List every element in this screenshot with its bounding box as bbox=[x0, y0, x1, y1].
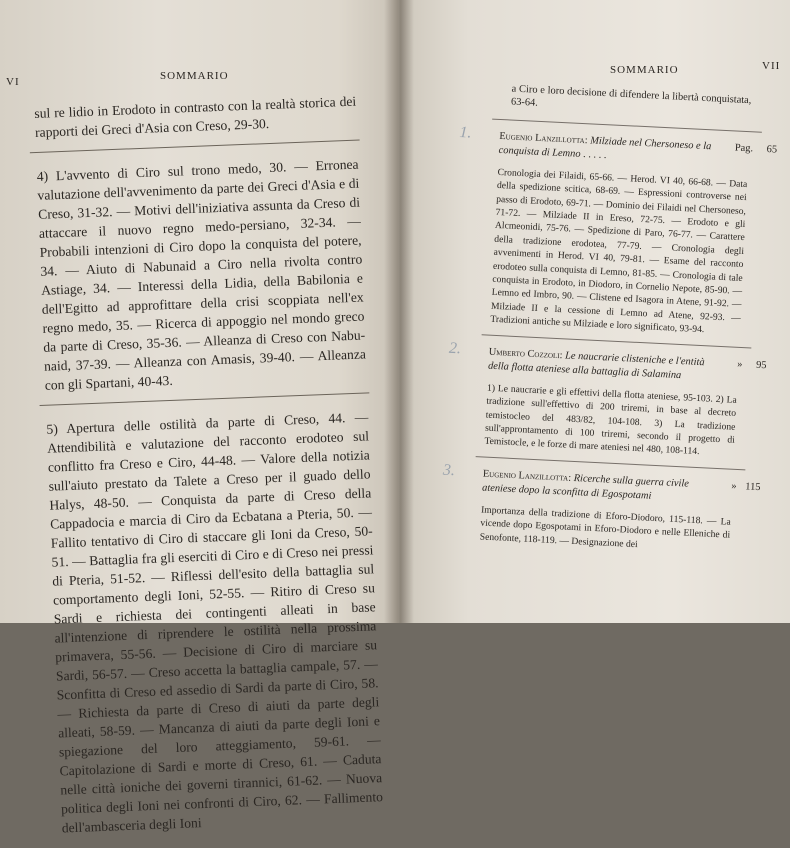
right-page bbox=[398, 0, 790, 623]
leader-mark: » bbox=[731, 480, 737, 492]
pencil-number: 1. bbox=[459, 123, 472, 142]
entry-heading: 1. Eugenio Lanzillotta: Milziade nel Chersoneso e la conquista di Lemno . . . . . Pag. 65 bbox=[459, 123, 778, 161]
book-gutter-shadow bbox=[384, 0, 414, 623]
section-divider bbox=[30, 140, 360, 154]
pag-label: Pag. bbox=[734, 142, 754, 155]
entry-title: Ricerche sulla guerra civile ateniese dopo la sconfitta di Egospotami bbox=[481, 472, 690, 502]
entry-title: Le naucrarie clisteniche e l'entità della flotta ateniese alla battaglia di Salamina bbox=[487, 350, 705, 381]
pencil-number: 2. bbox=[448, 339, 462, 357]
left-page bbox=[0, 0, 398, 836]
toc-entry bbox=[448, 339, 767, 460]
paragraph-section-5: 5) Apertura delle ostilità da parte di Creso, 44. — Attendibilità e valutazione del racconto erodoteo sul conflitto fra Creso e Ciro, 44-48. — Valore della notizia sull'aiuto prestato da Talete a Creso per il guado dello Halys, 48-50. — Conquista da parte di Creso della Cappadocia e marcia di Ciro da Ecbatana a Pteria, 50. — Fallito tentativo di Ciro di staccare gli Ioni da Creso, 50-51. — Battaglia fra gli eserciti di Ciro e di Creso nei pressi di Pteria, 51-52. — Riflessi dell'esito della battaglia sul comportamento degli Ioni, 52-55. — Ritiro di Creso su Sardi e richiesta dei contingenti alleati in base all'intenzione di riprendere le ostilità nella prossima primavera, 55-56. — Decisione di Ciro di marciare su Sardi, 56-57. — Creso accetta la battaglia campale, 57. — Sconfitta di Creso ed assedio di Sardi da parte di Ciro, 58. — Richiesta da parte di Creso di aiuti da parte degli alleati, 58-59. — Mancanza di aiuti da parte degli Ioni e spiegazione del loro atteggiamento, 59-61. — Capitolazione di Sardi e morte di Creso, 61. — Caduta nelle città ioniche dei governi tirannici, 61-62. — Nuova politica degli Ioni nei confronti di Ciro, 62. — Fallimento dell'ambasceria degli Ioni bbox=[46, 409, 384, 836]
table-of-contents bbox=[442, 82, 778, 564]
paragraph-section-4: 4) L'avvento di Ciro sul trono medo, 30. — Erronea valutazione dell'avvenimento da parte dei Greci d'Asia e di Creso, 31-32. — Motivi dell'iniziativa assunta da Creso di attaccare il nuovo regno medo-persiano, 32-34. — Probabili intenzioni di Ciro dopo la conquista del potere, 34. — Aiuto di Nabunaid a Ciro nella rivolta contro Astiage, 34. — Interessi della Lidia, della Babilonia e dell'Egitto ad approfittare della crisi scoppiata nell'ex regno medo, 35. — Ricerca di appoggio nel mondo greco da parte di Creso, 35-36. — Alleanza di Creso con Nabu-naid, 37-39. — Alleanza con Amasis, 39-40. — Alleanza con gli Spartani, 40-43. bbox=[36, 156, 367, 393]
entry-author: Eugenio Lanzillotta bbox=[499, 130, 586, 146]
entry-summary: Cronologia dei Filaidi, 65-66. — Herod. VI 40, 66-68. — Data della spedizione scitica, 68-69. — Espressioni controverse nei passo di Erodoto, 69-71. — Dominio dei Filaidi nel Chersoneso, 71-72. — Milziade II in Ereso, 72-75. — Erodoto e gli Alcmeonidi, 75-76. — Spedizione di Paro, 76-77. — Carattere della tradizione erodotea, 77-79. — Cronologia degli avvenimenti in Herod. VI 40, 79-81. — Esame del racconto erodoteo sulla conquista di Lemno, 81-85. — Cronologia di tale conquista in Erodoto, in Diodoro, in Cornelio Nepote, 85-90. — Lemno ed Imbro, 90. — Clistene ed Isagora in Atene, 91-92. — Milziade II e la cessione di Lemno ad Atene, 92-93. — Tradizioni antiche su Milziade e loro significato, 93-94. bbox=[490, 166, 748, 336]
entry-title: Milziade nel Chersoneso e la conquista di Lemno bbox=[498, 135, 712, 160]
leader-mark: » bbox=[737, 358, 743, 370]
left-page-body bbox=[34, 92, 384, 848]
toc-entry bbox=[442, 461, 761, 555]
entry-page-number: 65 bbox=[766, 143, 778, 156]
left-running-head: SOMMARIO bbox=[160, 70, 229, 82]
right-page-number: VII bbox=[762, 60, 781, 72]
pencil-number: 3. bbox=[442, 461, 456, 479]
entry-page-number: 95 bbox=[755, 359, 767, 371]
entry-author: Eugenio Lanzillotta bbox=[482, 468, 569, 484]
paragraph-continuation: sul re lidio in Erodoto in contrasto con la realtà storica dei rapporti dei Greci d'Asia con Creso, 29-30. bbox=[34, 93, 357, 140]
entry-heading: 2. Umberto Cozzoli: Le naucrarie clisteniche e l'entità della flotta ateniese alla battaglia di Salamina » 95 bbox=[448, 339, 767, 381]
entry-summary: Importanza della tradizione di Eforo-Diodoro, 115-118. — La vicende dopo Egospotami in Eforo-Diodoro e nelle Elleniche di Senofonte, 118-119. — Designazione dei bbox=[479, 504, 732, 550]
left-page-number: VI bbox=[6, 76, 20, 88]
toc-entry bbox=[459, 123, 778, 339]
entry-page-number: 115 bbox=[745, 481, 761, 493]
section-divider bbox=[40, 392, 370, 406]
intro-continuation: a Ciro e loro decisione di difendere la libertà conquistata, 63-64. bbox=[510, 83, 752, 110]
entry-heading: 3. Eugenio Lanzillotta: Ricerche sulla guerra civile ateniese dopo la sconfitta di Egospotami » 115 bbox=[442, 461, 761, 502]
entry-summary: 1) Le naucrarie e gli effettivi della flotta ateniese, 95-103. 2) La tradizione sull'effettivo di 200 triremi, in base al decreto temistocleo del 483/82, 104-108. 3) La tradizione sull'approntamento di 100 triremi, secondo il progetto di Temistocle, e le forze di mare ateniesi nel 480, 108-114. bbox=[484, 382, 738, 458]
entry-author: Umberto Cozzoli bbox=[488, 346, 560, 361]
right-running-head: SOMMARIO bbox=[610, 64, 679, 76]
leader-dots: . . . . . bbox=[582, 148, 607, 161]
